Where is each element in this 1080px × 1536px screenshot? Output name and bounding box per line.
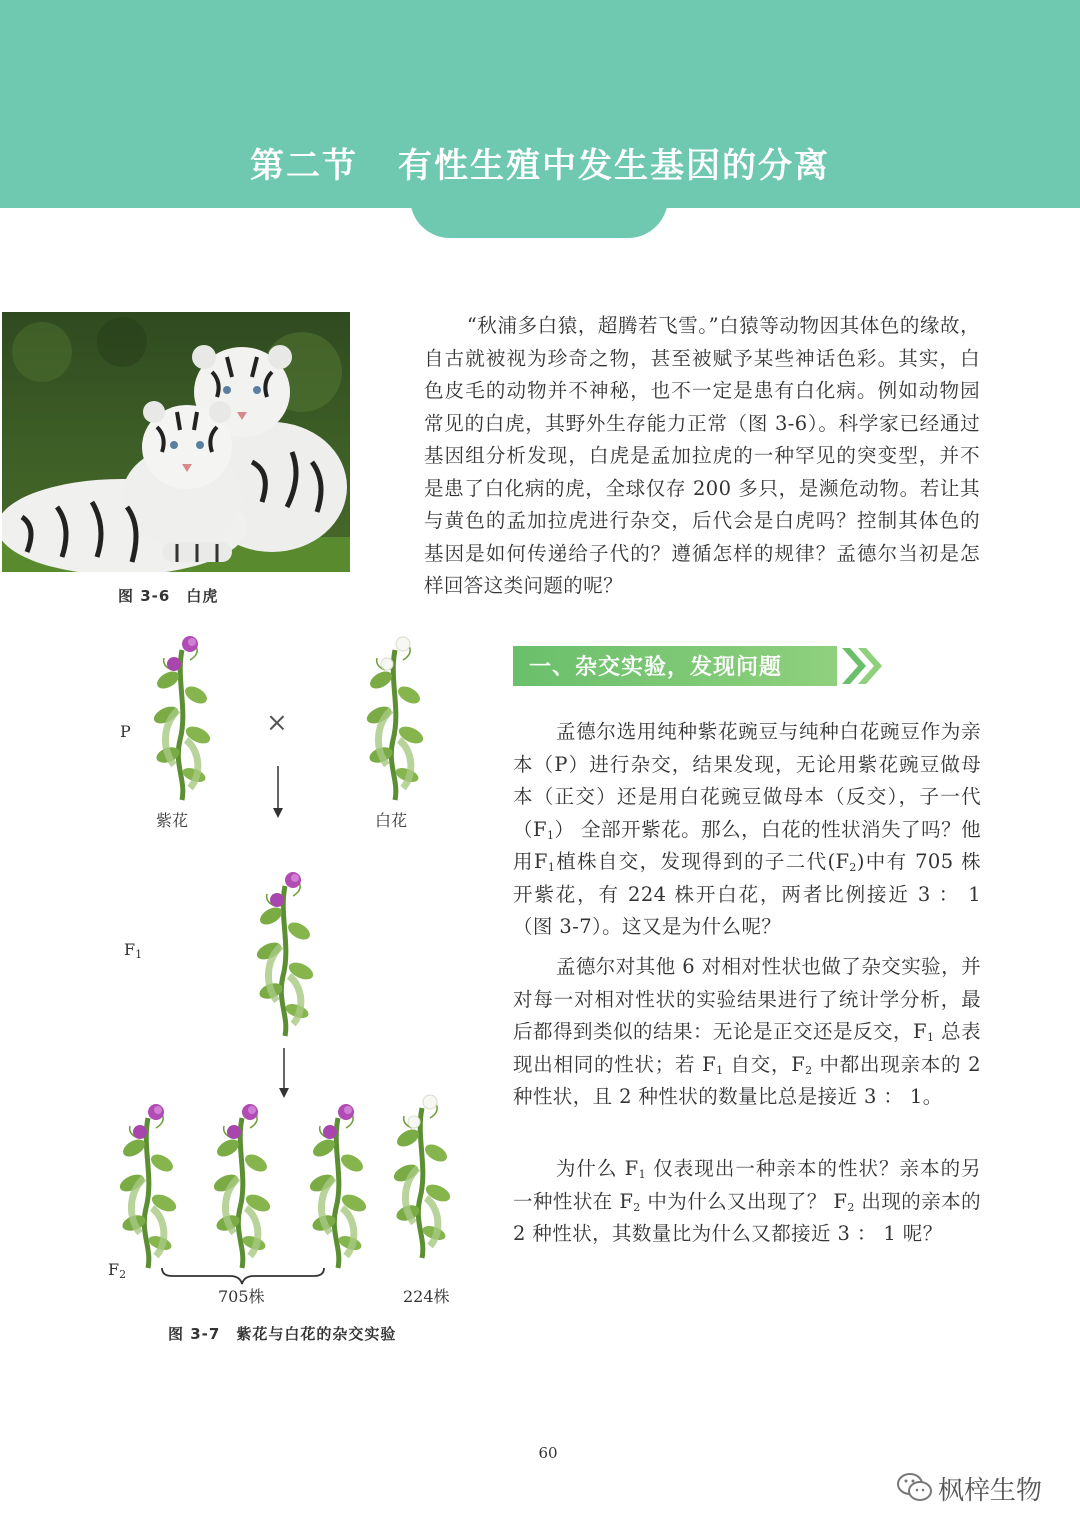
section-title (0, 138, 1080, 187)
p2-text-d: 中都出现亲本的 2 种性状，且 2 种性状的数量比总是接近 3 ： 1。 (513, 1052, 981, 1108)
gen-label-p: P (120, 722, 131, 741)
p3-text-b: 仅表现出一种亲本的性状？亲本的另一种性状在 F (513, 1157, 982, 1213)
p1-text-b: ） 全部开紫花。那么，白花的性状消失了吗？他用F (513, 817, 981, 873)
page-number: 60 (538, 1444, 558, 1462)
f2-sub: 2 (119, 1268, 127, 1281)
f1-sub: 1 (135, 948, 143, 961)
p2-text-b: 总表现出相同的性状；若 F (513, 1020, 981, 1076)
count-purple: 705株 (218, 1287, 265, 1306)
intro-paragraph: “秋浦多白猿，超腾若飞雪。”白猿等动物因其体色的缘故，自古就被视为珍奇之物，甚至被赋予某些神话色彩。其实，白色皮毛的动物并不神秘，也不一定是患有白化病。例如动物园常见的白虎，其野外生存能力正常（图 3-6）。科学家已经通过基因组分析发现，白虎是孟加拉虎的一种罕见的突变型，并不是患了白化病的虎，全球仅存 200 多只，是濒危动物。若让其与黄色的孟加拉虎进行杂交，后代会是白虎吗？控制其体色的基因是如何传递给子代的？遵循怎样的规律？孟德尔当初是怎样回答这类问题的呢？ (424, 314, 980, 597)
section-number: 第二节 (250, 146, 358, 186)
cross-diagram (100, 628, 490, 1318)
cross-symbol: × (266, 708, 288, 738)
figure-3-7-caption: 图 3-7 紫花与白花的杂交实验 (168, 1325, 397, 1343)
p3-sub-b: 2 (633, 1200, 641, 1214)
p1-sub-c: 2 (849, 861, 857, 874)
section-name: 有性生殖中发生基因的分离 (398, 146, 830, 186)
header-tab-decoration (410, 190, 668, 238)
p2-text-a: 孟德尔对其他 6 对相对性状也做了杂交实验，并对每一对相对性状的实验结果进行了统计学分析，最后都得到类似的结果：无论是正交还是反交，F (513, 955, 981, 1043)
p3-text-a: 为什么 F (555, 1157, 639, 1180)
p3-text-c: 中为什么又出现了？ F (640, 1189, 848, 1213)
p1-text-c: 植株自交，发现得到的子二代(F (555, 850, 850, 873)
p2-sub-a: 1 (926, 1031, 935, 1044)
paragraph-2 (513, 951, 981, 1114)
white-tiger-photo (2, 312, 350, 572)
white-flower-label: 白花 (375, 811, 408, 830)
paragraph-3 (513, 1153, 981, 1251)
p1-text-a: 孟德尔选用纯种紫花豌豆与纯种白花豌豆作为亲本（P）进行杂交，结果发现，无论用紫花豌豆做母本（正交）还是用白花豌豆做母本（反交），子一代 （F (513, 720, 981, 841)
f2-base: F (108, 1260, 120, 1279)
p3-sub-c: 2 (847, 1200, 855, 1214)
gen-label-f1 (124, 940, 142, 959)
p3-sub-a: 1 (638, 1168, 647, 1181)
purple-flower-label: 紫花 (156, 811, 189, 830)
p1-text-d: )中有 705 株开紫花，有 224 株开白花，两者比例接近 3 ： 1（图 3-7）。这又是为什么呢？ (513, 850, 981, 938)
watermark-text: 枫梓生物 (938, 1476, 1043, 1506)
brace (162, 1268, 324, 1284)
p1-sub-a: 1 (546, 828, 555, 842)
p2-sub-c: 2 (805, 1063, 813, 1077)
p2-sub-b: 1 (716, 1063, 724, 1077)
double-chevron-icon (840, 646, 884, 686)
gen-label-f2 (108, 1260, 126, 1279)
wechat-icon (896, 1470, 934, 1504)
paragraph-1 (513, 716, 981, 944)
f1-base: F (124, 940, 136, 959)
count-white: 224株 (403, 1287, 450, 1306)
section-heading: 一、杂交实验，发现问题 (529, 655, 783, 680)
p2-text-c: 自交，F (723, 1052, 806, 1076)
p3-text-d: 出现的亲本的 2 种性状，其数量比为什么又都接近 3 ： 1 呢？ (513, 1189, 982, 1245)
section-heading-bar (513, 646, 837, 686)
figure-3-6-caption: 图 3-6 白虎 (118, 587, 219, 605)
p1-sub-b: 1 (547, 861, 556, 874)
